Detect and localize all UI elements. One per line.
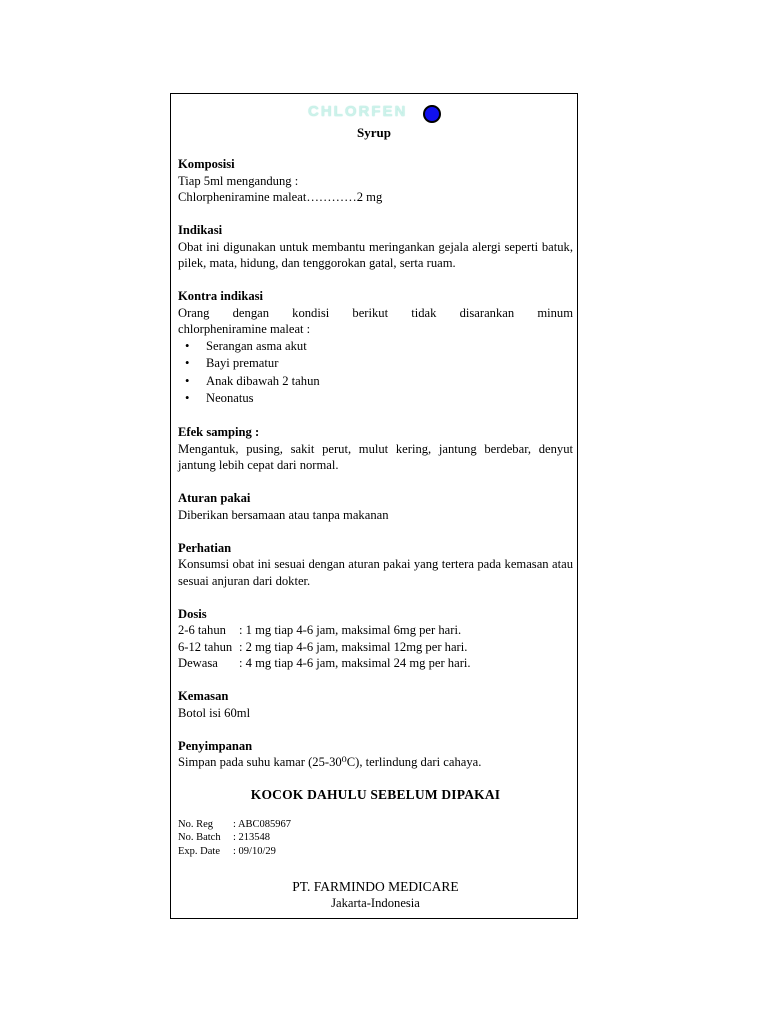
list-item-text: Serangan asma akut — [206, 338, 307, 353]
reg-label: No. Reg — [178, 818, 213, 830]
list-item — [178, 390, 573, 408]
registration-info — [178, 818, 573, 859]
reg-value: : ABC085967 — [233, 818, 292, 830]
list-item-text: Neonatus — [206, 391, 254, 405]
heading-kontra-indikasi: Kontra indikasi — [178, 289, 264, 303]
bullet-icon: • — [185, 356, 190, 370]
reg-row — [178, 818, 573, 832]
shake-warning: KOCOK DAHULU SEBELUM DIPAKAI — [250, 787, 501, 802]
heading-penyimpanan: Penyimpanan — [178, 738, 253, 753]
dose-value: : 2 mg tiap 4-6 jam, maksimal 12mg per hari. — [239, 639, 468, 654]
exp-label: Exp. Date — [178, 845, 220, 857]
exp-row — [178, 845, 573, 859]
exp-value: : 09/10/29 — [233, 845, 276, 857]
product-form: Syrup — [357, 125, 391, 140]
heading-perhatian: Perhatian — [178, 540, 232, 555]
list-item-text: Bayi prematur — [206, 356, 279, 370]
batch-row — [178, 831, 573, 845]
batch-label: No. Batch — [178, 832, 221, 843]
section-kontra-indikasi — [178, 288, 573, 408]
section-penyimpanan — [178, 738, 573, 771]
dose-age: Dewasa — [178, 656, 218, 670]
manufacturer-city: Jakarta-Indonesia — [331, 896, 420, 910]
heading-komposisi: Komposisi — [178, 157, 235, 171]
bullet-icon: • — [185, 373, 190, 388]
komposisi-line-2: Chlorpheniramine maleat…………2 mg — [178, 190, 383, 204]
section-kemasan — [178, 688, 573, 721]
section-komposisi — [178, 156, 573, 206]
dose-value: : 4 mg tiap 4-6 jam, maksimal 24 mg per hari. — [239, 656, 471, 670]
indikasi-text: Obat ini digunakan untuk membantu meringankan gejala alergi seperti batuk, pilek, mata, hidung, dan tenggorokan gatal, serta ruam. — [178, 239, 573, 270]
list-item-text: Anak dibawah 2 tahun — [206, 373, 320, 388]
batch-value: : 213548 — [233, 832, 271, 843]
kemasan-text: Botol isi 60ml — [178, 705, 251, 720]
medicine-label — [170, 93, 578, 919]
dose-value: : 1 mg tiap 4-6 jam, maksimal 6mg per hari. — [239, 623, 462, 637]
heading-dosis: Dosis — [178, 606, 207, 621]
section-perhatian — [178, 540, 573, 590]
heading-indikasi: Indikasi — [178, 223, 223, 237]
section-efek-samping — [178, 424, 573, 474]
section-dosis — [178, 606, 573, 672]
bullet-icon: • — [185, 338, 190, 353]
heading-kemasan: Kemasan — [178, 689, 229, 703]
brand-header — [171, 102, 577, 124]
dose-row — [178, 655, 573, 672]
dose-age: 2-6 tahun — [178, 623, 226, 637]
efek-text: Mengantuk, pusing, sakit perut, mulut kering, jantung berdebar, denyut jantung lebih cepat dari normal. — [178, 441, 573, 472]
brand-name: CHLORFEN — [308, 103, 408, 120]
perhatian-text: Konsumsi obat ini sesuai dengan aturan pakai yang tertera pada kemasan atau sesuai anjuran dari dokter. — [178, 557, 573, 588]
dose-row — [178, 639, 573, 656]
penyimpanan-text: Simpan pada suhu kamar (25-30⁰C), terlindung dari cahaya. — [178, 755, 482, 769]
section-aturan-pakai — [178, 490, 573, 523]
dose-age: 6-12 tahun — [178, 639, 233, 654]
heading-aturan-pakai: Aturan pakai — [178, 491, 251, 505]
komposisi-line-1: Tiap 5ml mengandung : — [178, 173, 299, 188]
dose-row — [178, 622, 573, 639]
list-item — [178, 355, 573, 373]
kontra-line-1: Orang dengan kondisi berikut tidak disarankan minum — [178, 305, 573, 320]
kontra-line-2: chlorpheniramine maleat : — [178, 322, 311, 336]
heading-efek-samping: Efek samping : — [178, 425, 260, 439]
kontra-list — [178, 338, 573, 408]
list-item — [178, 373, 573, 391]
bullet-icon: • — [185, 391, 190, 405]
list-item — [178, 338, 573, 356]
section-indikasi — [178, 222, 573, 272]
label-content — [178, 156, 573, 912]
brand-dot-icon — [423, 105, 441, 123]
aturan-text: Diberikan bersamaan atau tanpa makanan — [178, 507, 389, 522]
manufacturer-name: PT. FARMINDO MEDICARE — [292, 879, 459, 894]
